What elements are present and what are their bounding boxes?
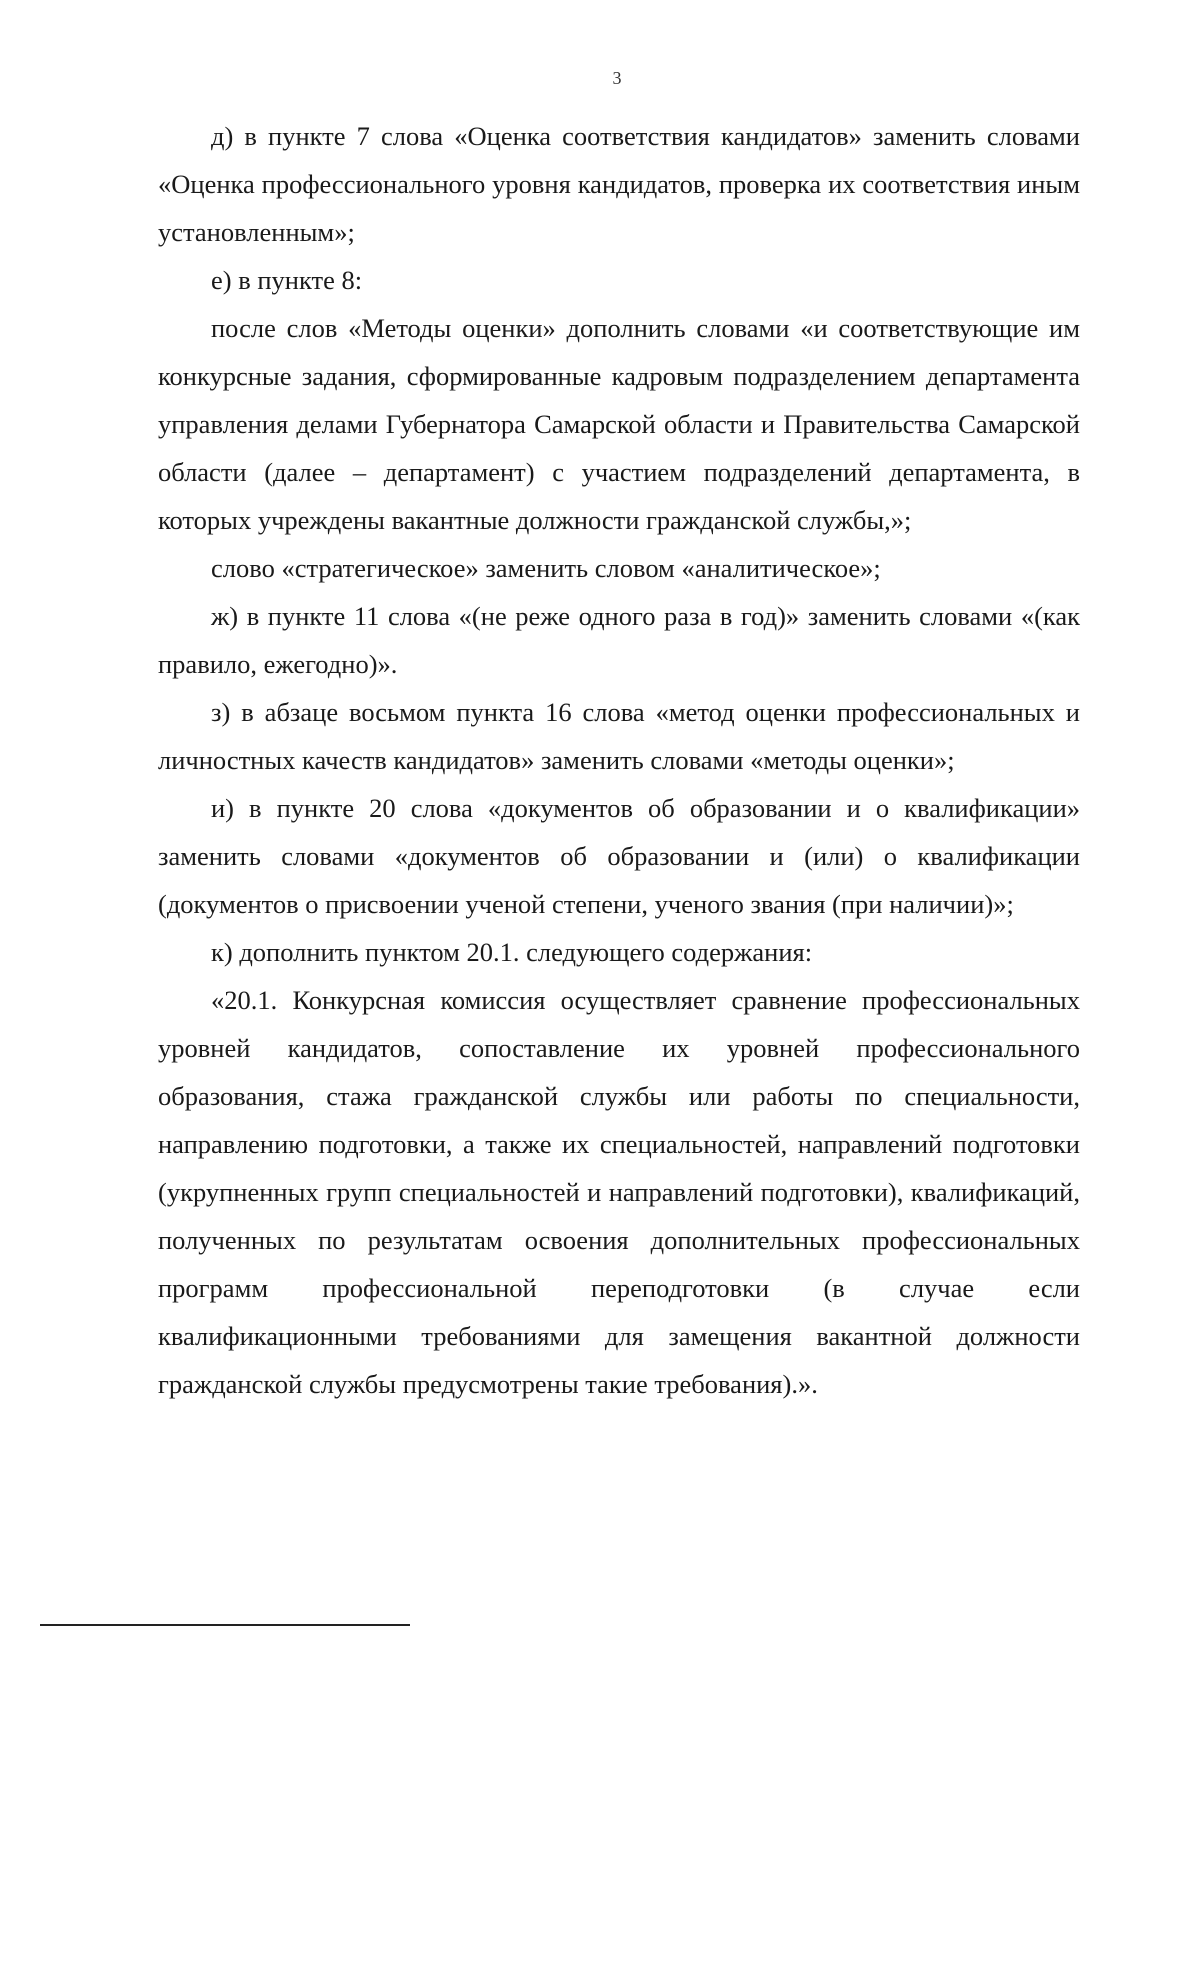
paragraph-20-1: «20.1. Конкурсная комиссия осуществляет сравнение профессиональных уровней кандидатов, сопоставление их уровней профессионального образования, стажа гражданской службы или работы по специальности, направлению подготовки, а также их специальностей, направлений подготовки (укрупненных групп специальностей и направлений подготовки), квалификаций, полученных по результатам освоения дополнительных профессиональных программ профессиональной переподготовки (в случае если квалификационными требованиями для замещения вакантной должности гражданской службы предусмотрены такие требования).». [158, 985, 1080, 1399]
paragraph-e: е) в пункте 8: [211, 265, 363, 295]
paragraph-zh: ж) в пункте 11 слова «(не реже одного раза в год)» заменить словами «(как правило, ежегодно)». [158, 601, 1080, 679]
document-body [158, 112, 1080, 1408]
page-number: 3 [612, 68, 622, 88]
paragraph-e-strategic: слово «стратегическое» заменить словом «аналитическое»; [211, 553, 881, 583]
paragraph-e-methods: после слов «Методы оценки» дополнить словами «и соответствующие им конкурсные задания, сформированные кадровым подразделением департамента управления делами Губернатора Самарской области и Правительства Самарской области (далее – департамент) с участием подразделений департамента, в которых учреждены вакантные должности гражданской службы,»; [158, 313, 1080, 535]
paragraph-i: и) в пункте 20 слова «документов об образовании и о квалификации» заменить словами «документов об образовании и (или) о квалификации (документов о присвоении ученой степени, ученого звания (при наличии)»; [158, 793, 1080, 919]
paragraph-k: к) дополнить пунктом 20.1. следующего содержания: [211, 937, 813, 967]
footnote-separator-line [40, 1624, 410, 1626]
paragraph-z: з) в абзаце восьмом пункта 16 слова «метод оценки профессиональных и личностных качеств кандидатов» заменить словами «методы оценки»; [158, 697, 1080, 775]
paragraph-d: д) в пункте 7 слова «Оценка соответствия кандидатов» заменить словами «Оценка профессионального уровня кандидатов, проверка их соответствия иным установленным»; [158, 121, 1080, 247]
